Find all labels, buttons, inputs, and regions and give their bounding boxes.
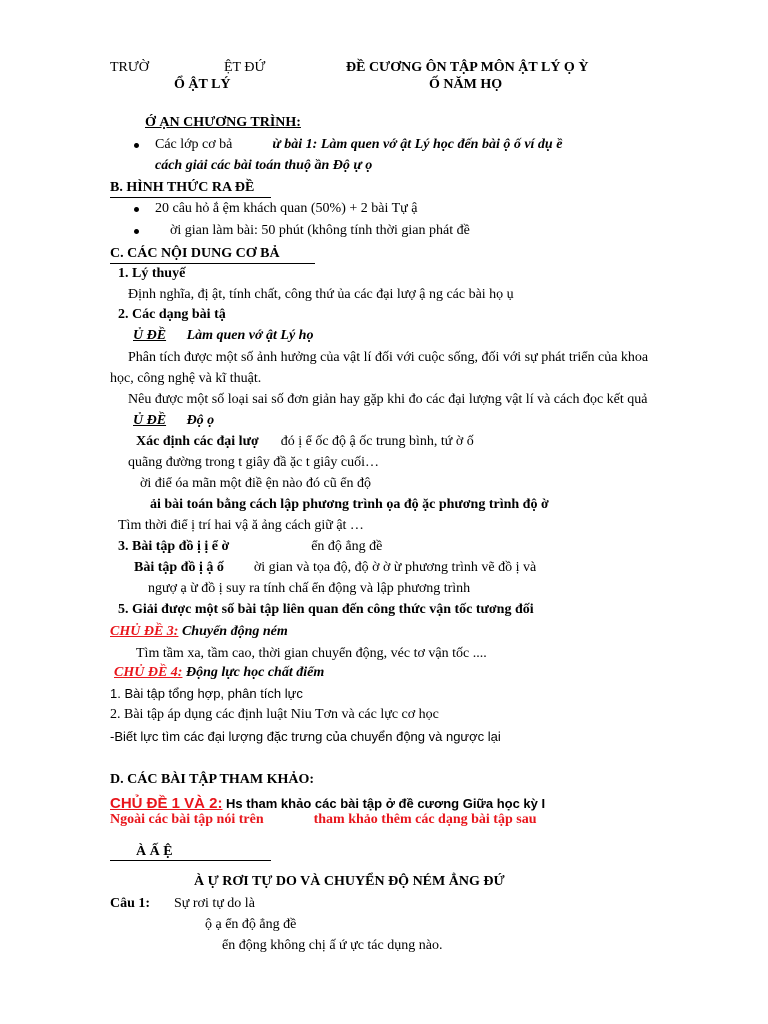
topic2-item3-c: ngượ ạ ừ đồ ị suy ra tính chấ ển động và lập phương trình [148, 581, 471, 596]
section-a-scope: Các lớp cơ bả ừ bài 1: Làm quen vớ ật Lý học đến bài ộ ố ví dụ ề [155, 137, 563, 152]
topic1-text: Phân tích được một số ảnh hưởng của vật lí đối với cuộc sống, đối với sự phát triển của khoa [128, 350, 649, 365]
question-1-label: Câu 1: [110, 896, 151, 911]
topic2-line5: Tìm thời điể ị trí hai vậ ă ảng cách giữ ật … [118, 518, 364, 533]
exercise-type-underline [110, 860, 271, 861]
bullet-icon [134, 229, 139, 234]
department-name: Ổ ẬT LÝ [174, 77, 231, 92]
topic12-line: CHỦ ĐỀ 1 VÀ 2: Hs tham khảo các bài tập ở đề cương Giữa học kỳ I [110, 795, 546, 812]
topic4-item2: 2. Bài tập áp dụng các định luật Niu Tơn và các lực cơ học [110, 707, 439, 722]
additional-exercises-note: Ngoài các bài tập nói trên tham khảo thêm các dạng bài tập sau [110, 812, 537, 827]
theory-text: Định nghĩa, đị ật, tính chất, công thứ ủa các đại lượ ậ ng các bài họ ụ [128, 287, 514, 302]
school-name-cont: ỆT ĐỨ [224, 60, 266, 75]
section-d-title: D. CÁC BÀI TẬP THAM KHẢO: [110, 772, 315, 787]
bullet-icon [134, 143, 139, 148]
section-a-title: Ớ ẠN CHƯƠNG TRÌNH: [145, 115, 301, 130]
topic1-text-cont: học, công nghệ và kĩ thuật. [110, 371, 262, 386]
topic2-item3-b: Bài tập đồ ị ậ ố ời gian và tọa độ, độ ờ ờ ừ phương trình vẽ đồ ị và [134, 560, 537, 575]
school-year: Ố NĂM HỌ [429, 77, 503, 92]
question-1-text: Sự rơi tự do là [174, 896, 255, 911]
topic2-line4: ải bài toán bằng cách lập phương trình ọa độ ặc phương trình độ ờ [150, 497, 549, 512]
topic4-item3: -Biết lực tìm các đại lượng đặc trưng của chuyển động và ngược lại [110, 729, 501, 744]
section-c-underline [110, 263, 315, 264]
topic4-heading: CHỦ ĐỀ 4: Động lực học chất điểm [114, 665, 325, 680]
topic2-heading: Ủ ĐỀ Độ ọ [133, 413, 215, 428]
question-1-option-a: ộ ạ ển độ ẳng đề [205, 917, 297, 932]
topic3-text: Tìm tầm xa, tầm cao, thời gian chuyển động, véc tơ vận tốc .... [136, 646, 487, 661]
topic4-item1: 1. Bài tập tổng hợp, phân tích lực [110, 686, 303, 701]
theory-heading: 1. Lý thuyế [118, 266, 186, 281]
school-name: TRƯỜ [110, 60, 149, 75]
exam-duration-item: ời gian làm bài: 50 phút (không tính thời gian phát đề [170, 223, 470, 238]
bullet-icon [134, 207, 139, 212]
topic2-line2: quãng đường trong t giây đầ ặc t giây cuối… [128, 455, 379, 470]
topic2-item5: 5. Giải được một số bài tập liên quan đến công thức vận tốc tương đối [118, 602, 534, 617]
free-fall-heading: À Ự RƠI TỰ DO VÀ CHUYỂN ĐỘ NÉM ẲNG ĐỨ [194, 874, 505, 889]
topic3-heading: CHỦ ĐỀ 3: Chuyển động ném [110, 624, 288, 639]
question-1-option-b: ển động không chị ấ ứ ực tác dụng nào. [222, 938, 443, 953]
exam-format-item: 20 câu hỏ ắ ệm khách quan (50%) + 2 bài Tự ậ [155, 201, 418, 216]
topic2-line1: Xác định các đại lượ đó ị ể ốc độ ậ ốc trung bình, tứ ờ ố [136, 434, 474, 449]
topic2-item3: 3. Bài tập đồ ị ị ể ờ ển độ ẳng đề [118, 539, 383, 554]
topic2-line3: ời điể óa mãn một điề ện nào đó cũ ển độ [140, 476, 371, 491]
section-a-scope-cont: cách giải các bài toán thuộ ần Độ ự ọ [155, 158, 373, 173]
section-b-title: B. HÌNH THỨC RA ĐỀ [110, 180, 255, 195]
exercise-type-heading: À Ấ Ệ [136, 844, 173, 859]
topic1-text-2: Nêu được một số loại sai số đơn giản hay gặp khi đo các đại lượng vật lí và cách đọc kết quả [128, 392, 648, 407]
section-c-title: C. CÁC NỘI DUNG CƠ BẢ [110, 246, 280, 261]
exercises-heading: 2. Các dạng bài tậ [118, 307, 226, 322]
section-b-underline [110, 197, 271, 198]
document-title: ĐỀ CƯƠNG ÔN TẬP MÔN ẬT LÝ Ọ Ỳ [346, 60, 589, 75]
topic1-heading: Ủ ĐỀ Làm quen vớ ật Lý họ [133, 328, 314, 343]
